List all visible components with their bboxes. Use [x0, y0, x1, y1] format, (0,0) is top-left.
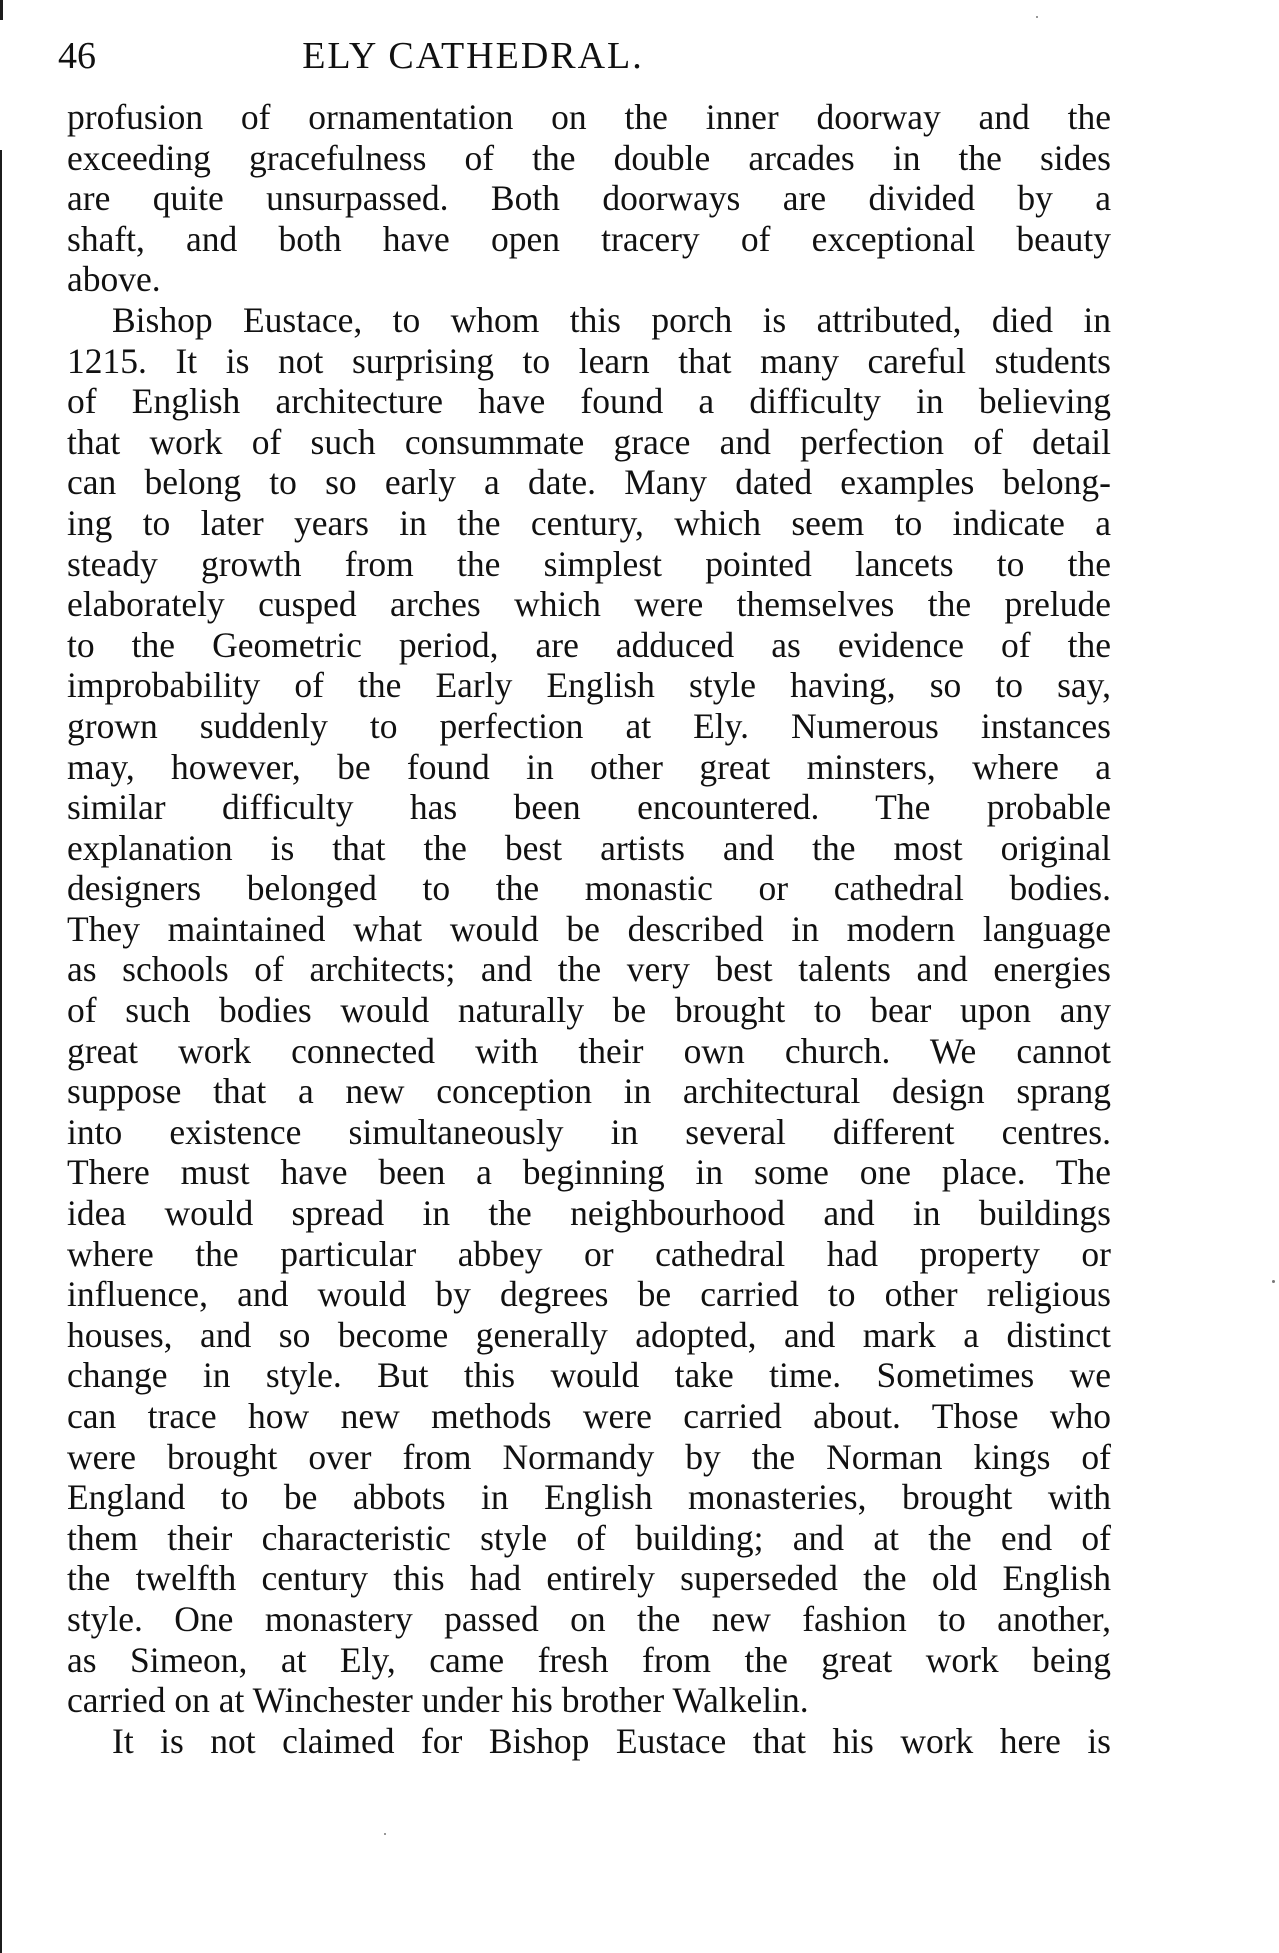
- text-line: influence, and would by degrees be carried to other religious: [67, 1274, 1111, 1315]
- text-line: change in style. But this would take time. Sometimes we: [67, 1355, 1111, 1396]
- text-line: them their characteristic style of building; and at the end of: [67, 1517, 1111, 1558]
- text-line: great work connected with their own church. We cannot: [67, 1030, 1111, 1071]
- text-line: designers belonged to the monastic or cathedral bodies.: [67, 868, 1111, 909]
- paper-speck: [384, 1833, 386, 1835]
- paragraph-1: [67, 97, 1111, 300]
- text-line: England to be abbots in English monasteries, brought with: [67, 1477, 1111, 1518]
- text-line: as Simeon, at Ely, came fresh from the great work being: [67, 1639, 1111, 1680]
- paper-speck: [1036, 16, 1038, 18]
- text-line: idea would spread in the neighbourhood and in buildings: [67, 1193, 1111, 1234]
- text-line: as schools of architects; and the very best talents and energies: [67, 949, 1111, 990]
- text-line: exceeding gracefulness of the double arcades in the sides: [67, 137, 1111, 178]
- text-line: similar difficulty has been encountered. The probable: [67, 787, 1111, 828]
- text-line: of English architecture have found a difficulty in believing: [67, 381, 1111, 422]
- text-line: the twelfth century this had entirely superseded the old English: [67, 1558, 1111, 1599]
- text-line: There must have been a beginning in some one place. The: [67, 1152, 1111, 1193]
- paper-speck: [1272, 1280, 1275, 1283]
- text-line: above.: [67, 259, 161, 300]
- text-line: houses, and so become generally adopted, and mark a distinct: [67, 1314, 1111, 1355]
- text-line: of such bodies would naturally be brought to bear upon any: [67, 990, 1111, 1031]
- text-line: They maintained what would be described in modern language: [67, 908, 1111, 949]
- text-line: explanation is that the best artists and the most original: [67, 827, 1111, 868]
- paragraph-2: [67, 300, 1111, 1721]
- text-line: where the particular abbey or cathedral had property or: [67, 1233, 1111, 1274]
- body-text: [67, 97, 1111, 1761]
- text-line: to the Geometric period, are adduced as evidence of the: [67, 624, 1111, 665]
- text-line: can belong to so early a date. Many dated examples belong-: [67, 462, 1111, 503]
- text-line: suppose that a new conception in architectural design sprang: [67, 1071, 1111, 1112]
- page-edge: [0, 150, 2, 1953]
- text-line: may, however, be found in other great minsters, where a: [67, 746, 1111, 787]
- text-line: elaborately cusped arches which were themselves the prelude: [67, 584, 1111, 625]
- text-line: are quite unsurpassed. Both doorways are divided by a: [67, 178, 1111, 219]
- text-line: profusion of ornamentation on the inner doorway and the: [67, 97, 1111, 137]
- text-line: It is not claimed for Bishop Eustace that his work here is: [112, 1720, 1111, 1761]
- text-line: steady growth from the simplest pointed lancets to the: [67, 543, 1111, 584]
- text-line: ing to later years in the century, which seem to indicate a: [67, 502, 1111, 543]
- text-line: Bishop Eustace, to whom this porch is attributed, died in: [112, 299, 1111, 340]
- text-line: into existence simultaneously in several different centres.: [67, 1111, 1111, 1152]
- text-line: shaft, and both have open tracery of exceptional beauty: [67, 218, 1111, 259]
- page-edge-top: [0, 0, 3, 20]
- text-line: carried on at Winchester under his brother Walkelin.: [67, 1680, 809, 1721]
- paragraph-3: [67, 1721, 1111, 1762]
- text-line: were brought over from Normandy by the Norman kings of: [67, 1436, 1111, 1477]
- text-line: 1215. It is not surprising to learn that many careful students: [67, 340, 1111, 381]
- text-line: can trace how new methods were carried about. Those who: [67, 1396, 1111, 1436]
- page-number: 46: [58, 35, 96, 77]
- text-line: that work of such consummate grace and perfection of detail: [67, 421, 1111, 462]
- text-line: grown suddenly to perfection at Ely. Numerous instances: [67, 705, 1111, 746]
- text-line: improbability of the Early English style having, so to say,: [67, 665, 1111, 706]
- running-head: ELY CATHEDRAL.: [302, 35, 644, 77]
- text-line: style. One monastery passed on the new fashion to another,: [67, 1598, 1111, 1639]
- page-header: [58, 28, 1108, 84]
